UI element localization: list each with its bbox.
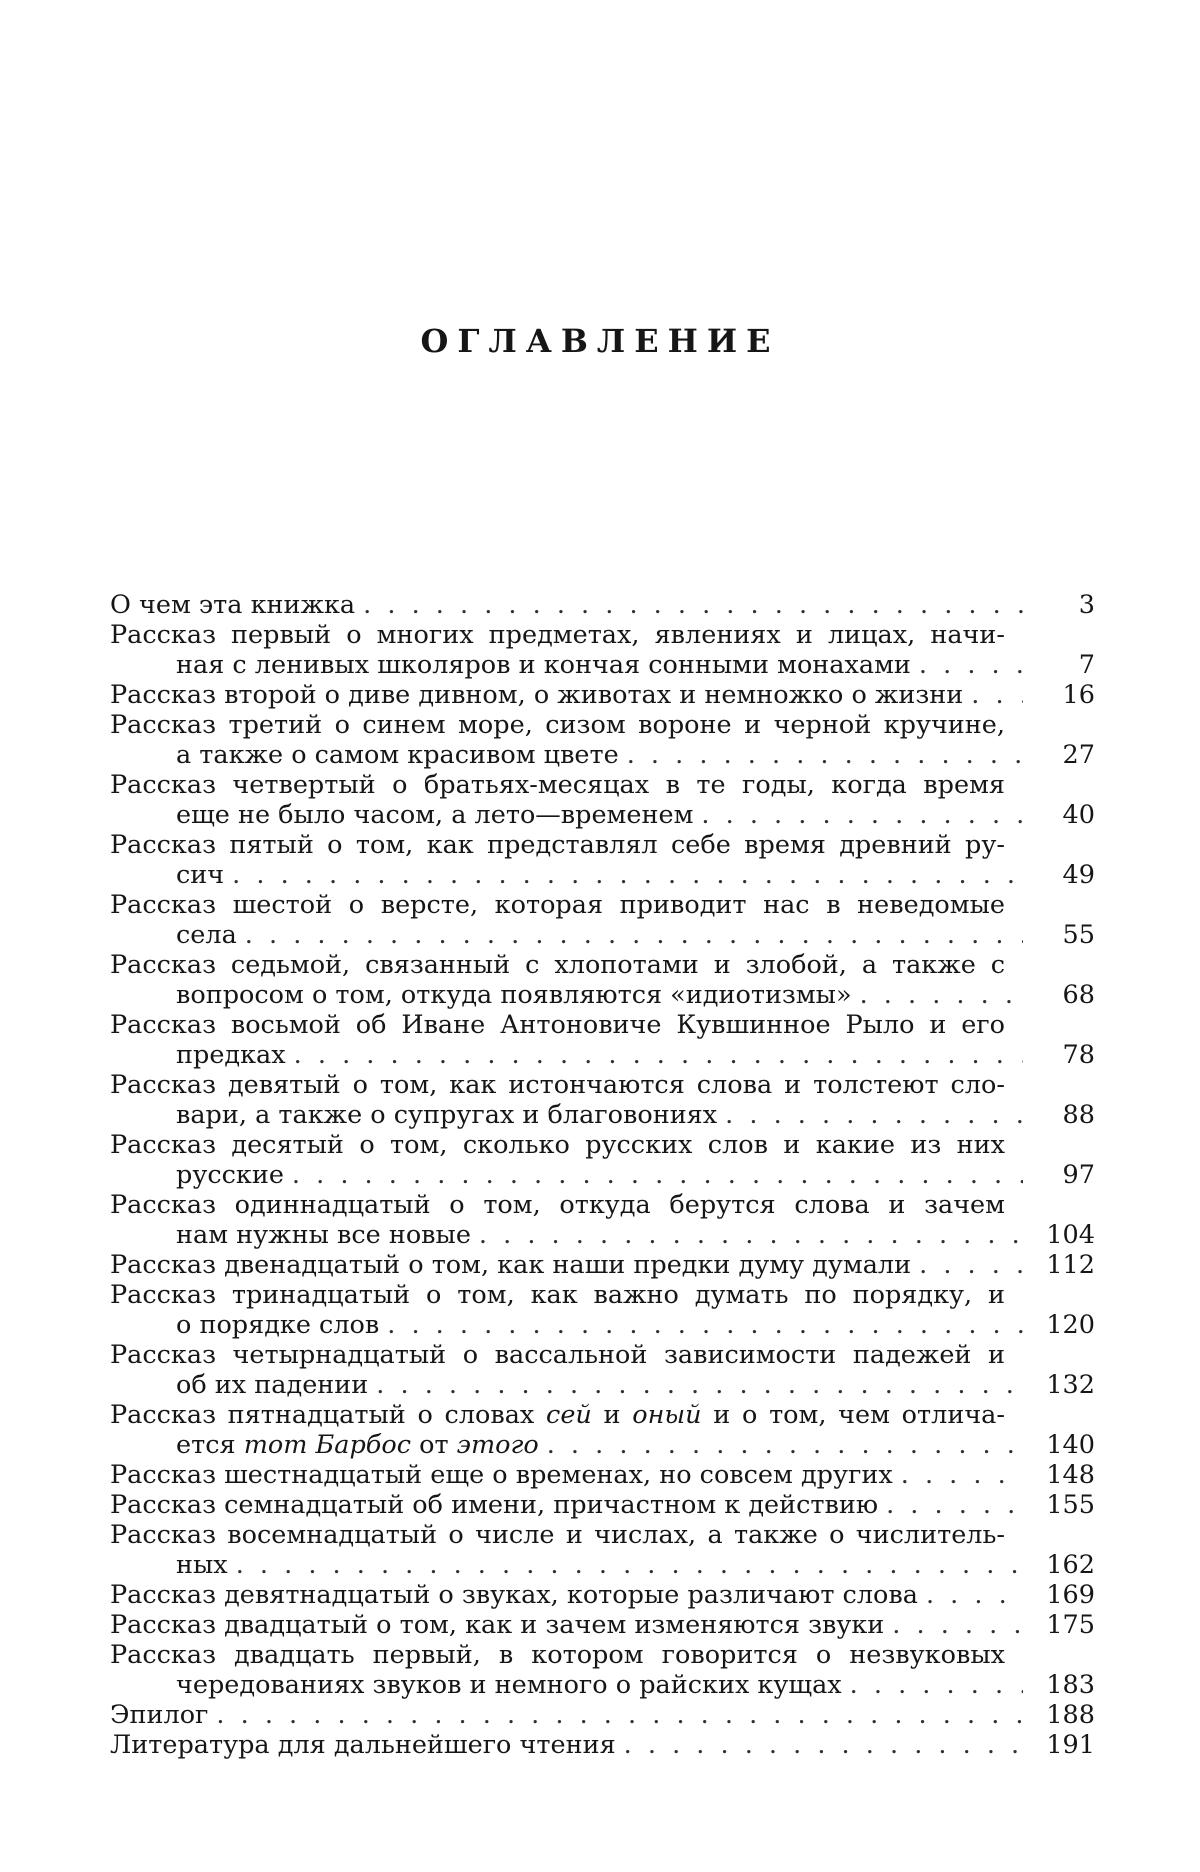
toc-entry-title: русские <box>176 1160 284 1190</box>
dot-leader <box>236 1550 1023 1580</box>
dot-leader <box>926 1580 1023 1610</box>
page-number: 188 <box>1031 1700 1095 1730</box>
toc-entry-title: вари, а также о супругах и благовониях <box>176 1100 717 1130</box>
toc-entry-line <box>110 1640 1095 1670</box>
toc-entry-title: Рассказ тринадцатый о том, как важно думать по порядку, и <box>110 1280 1005 1310</box>
page-number: 132 <box>1031 1370 1095 1400</box>
toc-entry-line <box>110 680 1095 710</box>
page-number: 169 <box>1031 1580 1095 1610</box>
page-number: 120 <box>1031 1310 1095 1340</box>
toc-entry-title: Рассказ девятнадцатый о звуках, которые различают слова <box>110 1580 918 1610</box>
page-number: 191 <box>1031 1730 1095 1760</box>
toc-entry-title: об их падении <box>176 1370 368 1400</box>
page-number: 88 <box>1031 1100 1095 1130</box>
toc-entry <box>110 1070 1095 1130</box>
toc-entry-line <box>110 710 1095 740</box>
toc-entry <box>110 890 1095 950</box>
page-number: 49 <box>1031 860 1095 890</box>
toc-entry-line <box>110 1460 1095 1490</box>
toc-entry-title: Рассказ шестнадцатый еще о временах, но совсем других <box>110 1460 893 1490</box>
toc-entry-title: Рассказ седьмой, связанный с хлопотами и злобой, а также с <box>110 950 1005 980</box>
dot-leader <box>363 590 1023 620</box>
toc-entry-line <box>110 650 1095 680</box>
dot-leader <box>901 1460 1023 1490</box>
toc-entry <box>110 1250 1095 1280</box>
toc-entry <box>110 1700 1095 1730</box>
toc-entry <box>110 770 1095 830</box>
toc-entry <box>110 1400 1095 1460</box>
dot-leader <box>294 1040 1023 1070</box>
toc-entry-line <box>110 890 1095 920</box>
dot-leader <box>886 1490 1023 1520</box>
toc-entry <box>110 1190 1095 1250</box>
dot-leader <box>892 1610 1023 1640</box>
toc-entry-title: ется тот Барбос от этого <box>176 1430 539 1460</box>
toc-entry-title: Рассказ первый о многих предметах, явлениях и лицах, начи- <box>110 620 1005 650</box>
toc-entry-title: ных <box>176 1550 228 1580</box>
page-number: 16 <box>1031 680 1095 710</box>
toc-entry <box>110 710 1095 770</box>
toc-entry-line <box>110 1130 1095 1160</box>
toc-entry <box>110 620 1095 680</box>
page-number: 175 <box>1031 1610 1095 1640</box>
toc-entry-line <box>110 950 1095 980</box>
page-number: 55 <box>1031 920 1095 950</box>
toc-entry <box>110 1730 1095 1760</box>
toc-entry-line <box>110 1610 1095 1640</box>
dot-leader <box>547 1430 1023 1460</box>
toc-entry-line <box>110 1430 1095 1460</box>
toc-entry <box>110 1280 1095 1340</box>
toc-entry-line <box>110 1280 1095 1310</box>
toc-entry-line <box>110 1670 1095 1700</box>
toc-entry <box>110 1490 1095 1520</box>
toc-entry-line <box>110 1700 1095 1730</box>
toc-entry-title: предках <box>176 1040 286 1070</box>
toc-entry <box>110 1460 1095 1490</box>
toc-entry <box>110 1520 1095 1580</box>
toc-entry-title: Рассказ девятый о том, как истончаются слова и толстеют сло- <box>110 1070 1005 1100</box>
toc-entry-line <box>110 1160 1095 1190</box>
toc-entry <box>110 1010 1095 1070</box>
toc-entry-line <box>110 1070 1095 1100</box>
toc-entry-line <box>110 590 1095 620</box>
toc-entry <box>110 1130 1095 1190</box>
toc-entry-line <box>110 1370 1095 1400</box>
toc-entry-line <box>110 800 1095 830</box>
dot-leader <box>479 1220 1023 1250</box>
page-number: 155 <box>1031 1490 1095 1520</box>
page-number: 97 <box>1031 1160 1095 1190</box>
toc-entry-title: нам нужны все новые <box>176 1220 471 1250</box>
toc-page <box>0 0 1200 1872</box>
toc-entry-title: О чем эта книжка <box>110 590 355 620</box>
dot-leader <box>232 860 1023 890</box>
dot-leader <box>860 980 1023 1010</box>
page-number: 183 <box>1031 1670 1095 1700</box>
toc-entry-title: чередованиях звуков и немного о райских кущах <box>176 1670 842 1700</box>
toc-entry-line <box>110 1250 1095 1280</box>
page-number: 3 <box>1031 590 1095 620</box>
toc-entry-line <box>110 770 1095 800</box>
toc-entry-line <box>110 860 1095 890</box>
toc-entry <box>110 950 1095 1010</box>
toc-entry-title: Рассказ пятый о том, как представлял себе время древний ру- <box>110 830 1005 860</box>
toc-entry-line <box>110 1550 1095 1580</box>
dot-leader <box>919 650 1023 680</box>
toc-entry <box>110 1340 1095 1400</box>
toc-entry-title: еще не было часом, а лето—временем <box>176 800 693 830</box>
dot-leader <box>919 1250 1023 1280</box>
toc-entry-title: о порядке слов <box>176 1310 379 1340</box>
page-number: 78 <box>1031 1040 1095 1070</box>
toc-entry-title: Рассказ четвертый о братьях-месяцах в те годы, когда время <box>110 770 1005 800</box>
toc-entry-title: Рассказ восьмой об Иване Антоновиче Кувшинное Рыло и его <box>110 1010 1005 1040</box>
toc-entry-line <box>110 740 1095 770</box>
dot-leader <box>971 680 1023 710</box>
toc-entry-line <box>110 1400 1095 1430</box>
dot-leader <box>725 1100 1023 1130</box>
dot-leader <box>387 1310 1023 1340</box>
dot-leader <box>376 1370 1023 1400</box>
toc-entry-title: ная с ленивых школяров и кончая сонными монахами <box>176 650 911 680</box>
toc-entry-line <box>110 830 1095 860</box>
toc-entry-title: Рассказ восемнадцатый о числе и числах, а также о числитель- <box>110 1520 1005 1550</box>
dot-leader <box>292 1160 1023 1190</box>
page-number: 27 <box>1031 740 1095 770</box>
toc-entry-line <box>110 1730 1095 1760</box>
page-number: 112 <box>1031 1250 1095 1280</box>
toc-entry <box>110 830 1095 890</box>
toc-entry-title: Рассказ одиннадцатый о том, откуда берутся слова и зачем <box>110 1190 1005 1220</box>
toc-entry-title: Рассказ пятнадцатый о словах сей и оный и о том, чем отлича- <box>110 1400 1005 1430</box>
toc-entry-title: Рассказ семнадцатый об имени, причастном к действию <box>110 1490 878 1520</box>
page-number: 68 <box>1031 980 1095 1010</box>
toc-entry-line <box>110 1220 1095 1250</box>
page-number: 148 <box>1031 1460 1095 1490</box>
toc-entry-title: Литература для дальнейшего чтения <box>110 1730 616 1760</box>
dot-leader <box>627 740 1023 770</box>
toc-entry-line <box>110 920 1095 950</box>
toc-entry-line <box>110 980 1095 1010</box>
dot-leader <box>245 920 1023 950</box>
toc-entry-line <box>110 1340 1095 1370</box>
toc-entry-title: села <box>176 920 237 950</box>
toc-entry-title: Рассказ шестой о версте, которая приводит нас в неведомые <box>110 890 1005 920</box>
toc-entry-title: Эпилог <box>110 1700 208 1730</box>
toc-entry-title: Рассказ двадцать первый, в котором говорится о незвуковых <box>110 1640 1005 1670</box>
table-of-contents <box>110 590 1095 1760</box>
page-number: 104 <box>1031 1220 1095 1250</box>
toc-entry-line <box>110 1580 1095 1610</box>
toc-entry-line <box>110 1100 1095 1130</box>
page-number: 162 <box>1031 1550 1095 1580</box>
page-title: ОГЛАВЛЕНИЕ <box>0 322 1200 360</box>
toc-entry-line <box>110 1310 1095 1340</box>
toc-entry-title: Рассказ двадцатый о том, как и зачем изменяются звуки <box>110 1610 884 1640</box>
toc-entry-title: Рассказ десятый о том, сколько русских слов и какие из них <box>110 1130 1005 1160</box>
toc-entry <box>110 590 1095 620</box>
toc-entry-line <box>110 1490 1095 1520</box>
page-number: 140 <box>1031 1430 1095 1460</box>
toc-entry-line <box>110 620 1095 650</box>
toc-entry-line <box>110 1190 1095 1220</box>
toc-entry <box>110 1580 1095 1610</box>
toc-entry-title: а также о самом красивом цвете <box>176 740 619 770</box>
toc-entry-title: Рассказ четырнадцатый о вассальной зависимости падежей и <box>110 1340 1005 1370</box>
page-number: 7 <box>1031 650 1095 680</box>
toc-entry <box>110 1610 1095 1640</box>
toc-entry-title: Рассказ третий о синем море, сизом вороне и черной кручине, <box>110 710 1005 740</box>
toc-entry-line <box>110 1010 1095 1040</box>
toc-entry-line <box>110 1520 1095 1550</box>
dot-leader <box>216 1700 1023 1730</box>
toc-entry-title: вопросом о том, откуда появляются «идиотизмы» <box>176 980 852 1010</box>
toc-entry-title: Рассказ двенадцатый о том, как наши предки думу думали <box>110 1250 911 1280</box>
page-number: 40 <box>1031 800 1095 830</box>
toc-entry <box>110 1640 1095 1700</box>
toc-entry-title: сич <box>176 860 224 890</box>
dot-leader <box>850 1670 1023 1700</box>
dot-leader <box>624 1730 1023 1760</box>
toc-entry-title: Рассказ второй о диве дивном, о животах и немножко о жизни <box>110 680 963 710</box>
toc-entry <box>110 680 1095 710</box>
toc-entry-line <box>110 1040 1095 1070</box>
dot-leader <box>701 800 1023 830</box>
